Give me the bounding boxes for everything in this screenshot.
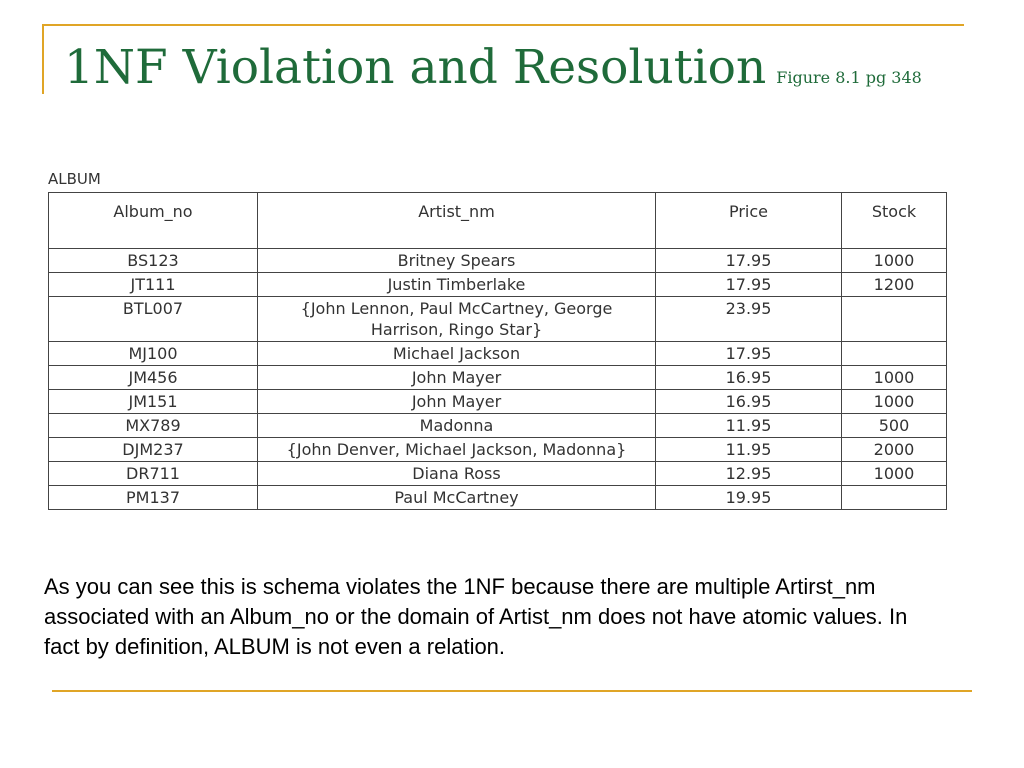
cell-price: 11.95 (656, 438, 842, 462)
cell-stock: 1000 (842, 249, 947, 273)
slide-title (64, 40, 922, 95)
explanation-paragraph: As you can see this is schema violates the 1NF because there are multiple Artirst_nm associated with an Album_no or the domain of Artist_nm does not have atomic values. In fact by definition, ALBUM is not even a relation. (44, 574, 908, 659)
table-row (49, 273, 947, 297)
left-accent-rule (42, 24, 44, 94)
cell-stock: 1000 (842, 366, 947, 390)
cell-stock (842, 342, 947, 366)
cell-album-no: MX789 (49, 414, 258, 438)
header-price: Price (656, 193, 842, 249)
cell-stock: 500 (842, 414, 947, 438)
figure-reference: Figure 8.1 pg 348 (776, 68, 922, 87)
cell-price: 17.95 (656, 249, 842, 273)
cell-artist-nm: Madonna (258, 414, 656, 438)
cell-price: 12.95 (656, 462, 842, 486)
cell-artist-nm: Michael Jackson (258, 342, 656, 366)
cell-price: 23.95 (656, 297, 842, 342)
table-row (49, 366, 947, 390)
title-text: 1NF Violation and Resolution (64, 40, 767, 95)
table-row (49, 414, 947, 438)
table-row (49, 462, 947, 486)
table-row (49, 249, 947, 273)
cell-album-no: MJ100 (49, 342, 258, 366)
cell-stock: 2000 (842, 438, 947, 462)
cell-album-no: DJM237 (49, 438, 258, 462)
cell-artist-nm: {John Lennon, Paul McCartney, George Harrison, Ringo Star} (258, 297, 656, 342)
cell-stock: 1000 (842, 390, 947, 414)
cell-stock (842, 297, 947, 342)
cell-album-no: JM456 (49, 366, 258, 390)
cell-price: 16.95 (656, 366, 842, 390)
cell-stock: 1000 (842, 462, 947, 486)
header-stock: Stock (842, 193, 947, 249)
cell-price: 19.95 (656, 486, 842, 510)
cell-price: 17.95 (656, 273, 842, 297)
table-row (49, 438, 947, 462)
cell-artist-nm: John Mayer (258, 366, 656, 390)
cell-stock: 1200 (842, 273, 947, 297)
cell-price: 17.95 (656, 342, 842, 366)
cell-artist-nm: Paul McCartney (258, 486, 656, 510)
cell-artist-nm: Britney Spears (258, 249, 656, 273)
header-artist-nm: Artist_nm (258, 193, 656, 249)
cell-artist-nm: John Mayer (258, 390, 656, 414)
cell-album-no: BS123 (49, 249, 258, 273)
table-row (49, 390, 947, 414)
cell-artist-nm: {John Denver, Michael Jackson, Madonna} (258, 438, 656, 462)
table-row (49, 342, 947, 366)
cell-artist-nm: Diana Ross (258, 462, 656, 486)
cell-album-no: PM137 (49, 486, 258, 510)
album-table (48, 192, 947, 510)
cell-album-no: JM151 (49, 390, 258, 414)
cell-price: 16.95 (656, 390, 842, 414)
table-caption: ALBUM (48, 170, 101, 188)
top-accent-rule (42, 24, 964, 26)
bottom-accent-rule (52, 690, 972, 692)
cell-artist-nm: Justin Timberlake (258, 273, 656, 297)
table-row (49, 297, 947, 342)
header-album-no: Album_no (49, 193, 258, 249)
cell-album-no: DR711 (49, 462, 258, 486)
table-header-row (49, 193, 947, 249)
cell-price: 11.95 (656, 414, 842, 438)
table-row (49, 486, 947, 510)
cell-album-no: BTL007 (49, 297, 258, 342)
cell-album-no: JT111 (49, 273, 258, 297)
cell-stock (842, 486, 947, 510)
